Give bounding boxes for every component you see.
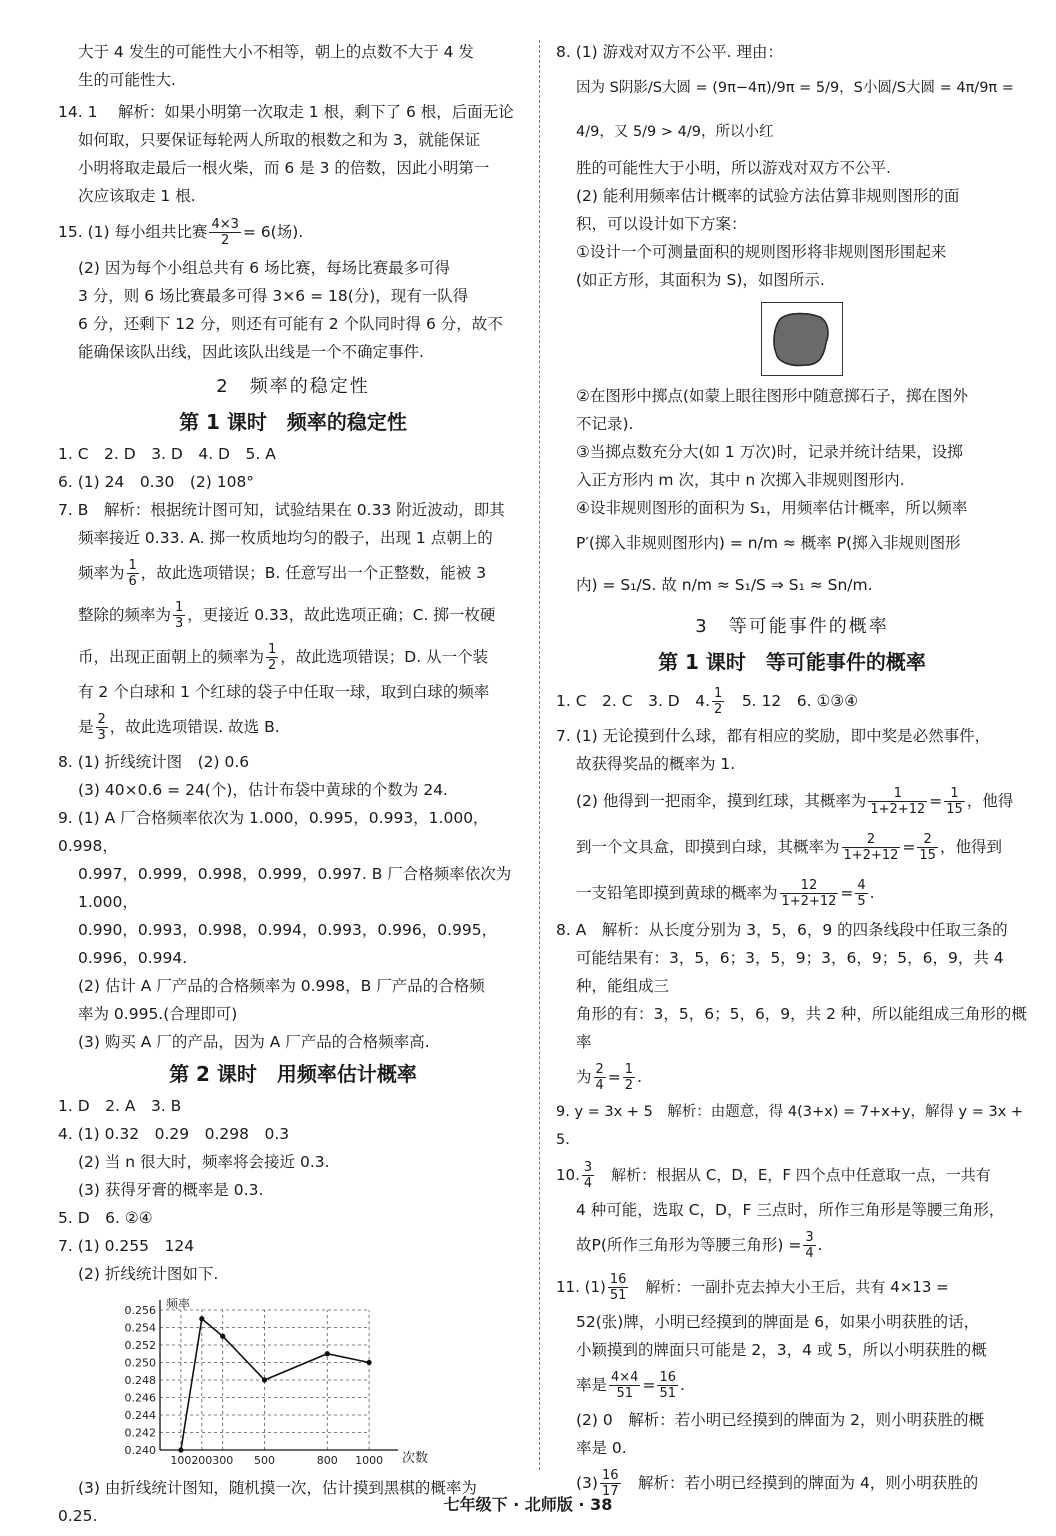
text: (2) 他得到一把雨伞，摸到红球，其概率为 bbox=[576, 792, 867, 810]
text-line: 积，可以设计如下方案： bbox=[576, 215, 747, 233]
lesson-heading: 第 2 课时 用频率估计概率 bbox=[169, 1062, 417, 1086]
text-line: 9. (1) A 厂合格频率依次为 1.000，0.995，0.993，1.000，0.998， bbox=[58, 809, 489, 855]
x-tick-label: 800 bbox=[316, 1454, 338, 1467]
text: (3) bbox=[576, 1474, 598, 1492]
numerator: 3 bbox=[805, 1230, 814, 1245]
text-line: 生的可能性大. bbox=[78, 71, 176, 89]
denominator: 3 bbox=[175, 616, 184, 631]
answer-14 bbox=[58, 98, 528, 210]
text: 解析：若小明已经摸到的牌面为 4，则小明获胜的 bbox=[622, 1474, 979, 1492]
text-line: P′(掷入非规则图形内) = n/m ≈ 概率 P(掷入非规则图形 bbox=[576, 534, 961, 552]
fraction bbox=[917, 832, 938, 863]
text-line: 小明将取走最后一根火柴，而 6 是 3 的倍数，因此小明第一 bbox=[78, 159, 490, 177]
text-line: (2) 因为每个小组总共有 6 场比赛，每场比赛最多可得 bbox=[78, 259, 451, 277]
text-line: 6. (1) 24 0.30 (2) 108° bbox=[58, 473, 255, 491]
text: 15. (1) 每小组共比赛 bbox=[58, 223, 208, 241]
x-tick-label: 500 bbox=[254, 1454, 276, 1467]
text-line bbox=[556, 1224, 1028, 1266]
text-line: (如正方形，其面积为 S)，如图所示. bbox=[576, 271, 825, 289]
lesson-heading: 第 1 课时 等可能事件的概率 bbox=[658, 650, 926, 674]
text: ，他得到 bbox=[939, 838, 1002, 856]
line-chart bbox=[98, 1290, 528, 1474]
text-line bbox=[58, 594, 528, 636]
fraction bbox=[842, 832, 901, 863]
lesson-heading: 第 1 课时 频率的稳定性 bbox=[179, 410, 407, 434]
y-tick-label: 0.252 bbox=[124, 1339, 156, 1352]
text-line: 频率接近 0.33. A. 掷一枚质地均匀的骰子，出现 1 点朝上的 bbox=[78, 529, 493, 547]
y-tick-label: 0.256 bbox=[124, 1304, 156, 1317]
text: 是 bbox=[78, 718, 94, 736]
text: ，故此选项错误. 故选 B. bbox=[109, 718, 280, 736]
fraction bbox=[803, 1230, 815, 1261]
line-chart-svg bbox=[98, 1290, 458, 1470]
answer-15-part1 bbox=[58, 210, 528, 254]
text-line: (2) 能利用频率估计概率的试验方法估算非规则图形的面 bbox=[576, 187, 960, 205]
text-line: 0.997，0.999，0.998，0.999，0.997. B 厂合格频率依次为 1.000， bbox=[78, 865, 512, 911]
denominator: 51 bbox=[609, 1288, 627, 1303]
right-column bbox=[556, 38, 1028, 1504]
text: 解析：一副扑克去掉大小王后，共有 4×13 = bbox=[630, 1278, 949, 1296]
text-line: (2) 0 解析：若小明已经摸到的牌面为 2，则小明获胜的概 bbox=[576, 1411, 985, 1429]
data-point bbox=[325, 1351, 330, 1356]
numerator: 16 bbox=[601, 1468, 619, 1483]
x-tick-label: 100 bbox=[170, 1454, 192, 1467]
text: ，故此选项错误；D. 从一个装 bbox=[280, 648, 489, 666]
fraction bbox=[608, 1272, 629, 1303]
x-tick-label: 300 bbox=[212, 1454, 234, 1467]
data-line bbox=[181, 1319, 369, 1450]
denominator: 2 bbox=[714, 702, 723, 717]
text: = 6(场). bbox=[242, 223, 304, 241]
text-line: 到一个文具盒，即摸到白球，其概率为 $\frac{2}{1+2+12}$ = $\frac{2}{15}$ ，他得到 bbox=[576, 832, 1002, 863]
text-line: 因为 S阴影/S大圆 = (9π−4π)/9π = 5/9，S小圆/S大圆 = 4π/9π = 4/9，又 5/9 > 4/9，所以小红 bbox=[576, 80, 1014, 140]
text: ，更接近 0.33，故此选项正确；C. 掷一枚硬 bbox=[187, 606, 496, 624]
text-line: (2) 当 n 很大时，频率将会接近 0.3. bbox=[78, 1153, 330, 1171]
text-line: 14. 1 解析：如果小明第一次取走 1 根，剩下了 6 根，后面无论 bbox=[58, 103, 514, 121]
text-line: 5. D 6. ②④ bbox=[58, 1209, 153, 1227]
text-line: 入正方形内 m 次，其中 n 次掷入非规则图形内. bbox=[576, 471, 905, 489]
text-line: 胜的可能性大于小明，所以游戏对双方不公平. bbox=[576, 159, 891, 177]
denominator: 2 bbox=[221, 233, 230, 248]
text-line: ④设非规则图形的面积为 S₁，用频率估计概率，所以频率 bbox=[576, 499, 968, 517]
denominator: 17 bbox=[601, 1484, 619, 1499]
text-line bbox=[556, 680, 1028, 722]
text-line: 一支铅笔即摸到黄球的概率为 $\frac{12}{1+2+12}$ = $\frac{4}{5}$ . bbox=[576, 878, 875, 909]
text-line: (3) 获得牙膏的概率是 0.3. bbox=[78, 1181, 264, 1199]
text: 一支铅笔即摸到黄球的概率为 bbox=[576, 884, 778, 902]
text-line: 52(张)牌，小明已经摸到的牌面是 6，如果小明获胜的话， bbox=[576, 1313, 980, 1331]
text: 到一个文具盒，即摸到白球，其概率为 bbox=[576, 838, 840, 856]
numerator: 16 bbox=[609, 1272, 627, 1287]
denominator: 4 bbox=[583, 1176, 593, 1191]
denominator: 1+2+12 bbox=[781, 894, 837, 909]
text-line bbox=[556, 1154, 1028, 1196]
text-line: 有 2 个白球和 1 个红球的袋子中任取一球，取到白球的频率 bbox=[78, 683, 490, 701]
text-line: (3) 购买 A 厂的产品，因为 A 厂产品的合格频率高. bbox=[78, 1033, 430, 1051]
y-tick-label: 0.254 bbox=[124, 1321, 156, 1335]
data-point bbox=[178, 1447, 183, 1452]
numerator: 1 bbox=[944, 786, 965, 802]
denominator: 3 bbox=[97, 728, 106, 743]
denominator: 1+2+12 bbox=[843, 848, 899, 863]
fraction bbox=[582, 1160, 594, 1191]
text-line: 1. C 2. D 3. D 4. D 5. A bbox=[58, 445, 276, 463]
numerator: 4×4 bbox=[611, 1370, 639, 1385]
text: ，故此选项错误；B. 任意写出一个正整数，能被 3 bbox=[140, 564, 487, 582]
denominator: 15 bbox=[919, 848, 936, 863]
numerator: 1 bbox=[268, 642, 277, 657]
text: 1. C 2. C 3. D 4. bbox=[556, 692, 711, 710]
data-point bbox=[366, 1360, 371, 1365]
text-line: 小颖摸到的牌面只可能是 2，3，4 或 5，所以小明获胜的概 bbox=[576, 1341, 987, 1359]
fraction bbox=[657, 1370, 678, 1401]
text-line: 率为 0.995.(合理即可) bbox=[78, 1005, 238, 1023]
numerator: 4×3 bbox=[211, 217, 239, 232]
text: 率是 bbox=[576, 1376, 608, 1394]
data-point bbox=[199, 1316, 204, 1321]
numerator: 1 bbox=[128, 558, 137, 573]
text-line: 率是 $\frac{4\times 4}{51}$ = $\frac{16}{51}$ . bbox=[576, 1370, 685, 1401]
column-divider bbox=[539, 40, 541, 1470]
fraction bbox=[712, 686, 724, 717]
fraction bbox=[855, 878, 867, 909]
numerator: 4 bbox=[857, 878, 866, 893]
text: 10. bbox=[556, 1166, 580, 1184]
left-column bbox=[58, 38, 528, 1530]
fraction bbox=[209, 217, 240, 248]
numerator: 1 bbox=[714, 686, 723, 701]
numerator: 16 bbox=[659, 1370, 676, 1385]
irregular-shape bbox=[762, 303, 842, 375]
text-line: 3 分，则 6 场比赛最多可得 3×6 = 18(分)，现有一队得 bbox=[78, 287, 469, 305]
text-line: 9. y = 3x + 5 解析：由题意，得 4(3+x) = 7+x+y，解得 y = 3x + 5. bbox=[556, 1104, 1024, 1148]
x-tick-label: 200 bbox=[191, 1454, 213, 1467]
text: . bbox=[869, 884, 875, 902]
y-tick-label: 0.244 bbox=[124, 1409, 156, 1422]
y-tick-label: 0.248 bbox=[124, 1374, 156, 1387]
text-line: 大于 4 发生的可能性大小不相等，朝上的点数不大于 4 发 bbox=[78, 43, 474, 61]
text: 币，出现正面朝上的频率为 bbox=[78, 648, 265, 666]
text-line: ②在图形中掷点(如蒙上眼往图形中随意掷石子，掷在图外 bbox=[576, 387, 968, 405]
text-line: 0.25. bbox=[58, 1507, 98, 1525]
denominator: 4 bbox=[805, 1246, 814, 1261]
text: 解析：根据从 C，D，E，F 四个点中任意取一点，一共有 bbox=[596, 1166, 991, 1184]
numerator: 2 bbox=[917, 832, 938, 848]
denominator: 2 bbox=[268, 658, 277, 673]
numerator: 2 bbox=[842, 832, 901, 848]
denominator: 15 bbox=[946, 802, 963, 817]
denominator: 4 bbox=[595, 1078, 604, 1093]
data-point bbox=[262, 1377, 267, 1382]
text-line: 7. (1) 0.255 124 bbox=[58, 1237, 195, 1255]
text-line: 为 $\frac{2}{4}$ = $\frac{1}{2}$ . bbox=[576, 1062, 643, 1093]
text-line: 7. B 解析：根据统计图可知，试验结果在 0.33 附近波动，即其 bbox=[58, 501, 505, 519]
fraction bbox=[266, 642, 278, 673]
numerator: 12 bbox=[780, 878, 839, 894]
section-heading: 3 等可能事件的概率 bbox=[695, 616, 889, 637]
text: 整除的频率为 bbox=[78, 606, 172, 624]
x-tick-label: 1000 bbox=[355, 1454, 384, 1467]
text-line: (3) 40×0.6 = 24(个)，估计布袋中黄球的个数为 24. bbox=[78, 781, 448, 799]
square-with-irregular-shape-figure bbox=[761, 302, 843, 376]
text: 为 bbox=[576, 1068, 592, 1086]
text-line: (2) 他得到一把雨伞，摸到红球，其概率为 $\frac{1}{1+2+12}$ = $\frac{1}{15}$ ，他得 bbox=[576, 786, 1014, 817]
numerator: 1 bbox=[624, 1062, 634, 1077]
numerator: 1 bbox=[868, 786, 927, 802]
denominator: 6 bbox=[128, 574, 137, 589]
text-line bbox=[58, 636, 528, 678]
denominator: 51 bbox=[659, 1386, 676, 1401]
y-axis-label: 频率 bbox=[166, 1297, 191, 1311]
text-line: (2) 折线统计图如下. bbox=[78, 1265, 219, 1283]
text-line: 如何取，只要保证每轮两人所取的根数之和为 3，就能保证 bbox=[78, 131, 481, 149]
text: ，他得 bbox=[966, 792, 1014, 810]
text: . bbox=[680, 1376, 685, 1394]
y-tick-label: 0.246 bbox=[124, 1391, 156, 1405]
text-line: 4 种可能，选取 C，D，F 三点时，所作三角形是等腰三角形， bbox=[576, 1201, 1005, 1219]
text-line: 内) = S₁/S. 故 n/m ≈ S₁/S ⇒ S₁ ≈ Sn/m. bbox=[576, 576, 873, 594]
y-tick-label: 0.242 bbox=[124, 1426, 156, 1440]
text: 频率为 bbox=[78, 564, 125, 582]
text-line: 不记录). bbox=[576, 415, 634, 433]
denominator: 5 bbox=[857, 894, 866, 909]
text-line: 可能结果有：3，5，6；3，5，9；3，6，9；5，6，9，共 4 种，能组成三 bbox=[576, 949, 1004, 995]
fraction bbox=[623, 1062, 635, 1093]
text-line bbox=[556, 1266, 1028, 1308]
text-line: 故获得奖品的概率为 1. bbox=[576, 755, 736, 773]
fraction bbox=[594, 1062, 606, 1093]
numerator: 2 bbox=[97, 712, 106, 727]
page-footer: 七年级下 · 北师版 · 38 bbox=[443, 1495, 613, 1514]
text-line: (2) 估计 A 厂产品的合格频率为 0.998，B 厂产品的合格频 bbox=[78, 977, 485, 995]
text-line: 角形的有：3，5，6；5，6，9，共 2 种，所以能组成三角形的概率 bbox=[576, 1005, 1027, 1051]
y-tick-label: 0.240 bbox=[124, 1444, 156, 1457]
answer-15-part2 bbox=[58, 254, 528, 366]
fraction bbox=[868, 786, 927, 817]
text: . bbox=[637, 1068, 643, 1086]
text-line: ①设计一个可测量面积的规则图形将非规则图形围起来 bbox=[576, 243, 947, 261]
text: 故P(所作三角形为等腰三角形) = bbox=[576, 1236, 802, 1254]
x-axis-label: 次数 bbox=[402, 1451, 429, 1466]
text-line: 8. (1) 折线统计图 (2) 0.6 bbox=[58, 753, 250, 771]
text-line: 率是 0. bbox=[576, 1439, 627, 1457]
fraction bbox=[609, 1370, 640, 1401]
denominator: 51 bbox=[616, 1386, 633, 1401]
text: 5. 12 6. ①③④ bbox=[726, 692, 859, 710]
text-line: 0.990，0.993，0.998，0.994，0.993，0.996，0.995，0.996，0.994. bbox=[78, 921, 498, 967]
text-line: 1. D 2. A 3. B bbox=[58, 1097, 182, 1115]
text-line: 8. (1) 游戏对双方不公平. 理由： bbox=[556, 43, 783, 61]
text-line: 6 分，还剩下 12 分，则还有可能有 2 个队同时得 6 分，故不 bbox=[78, 315, 503, 333]
text-line bbox=[58, 706, 528, 748]
numerator: 1 bbox=[175, 600, 184, 615]
text: 11. (1) bbox=[556, 1278, 606, 1296]
denominator: 1+2+12 bbox=[870, 802, 926, 817]
fraction bbox=[127, 558, 139, 589]
fraction bbox=[96, 712, 108, 743]
text-line: ③当掷点数充分大(如 1 万次)时，记录并统计结果，设掷 bbox=[576, 443, 963, 461]
section-heading: 2 频率的稳定性 bbox=[216, 376, 370, 397]
data-point bbox=[220, 1334, 225, 1339]
fraction bbox=[173, 600, 185, 631]
fraction bbox=[944, 786, 965, 817]
text-line: (3) 由折线统计图知，随机摸一次，估计摸到黑棋的概率为 bbox=[78, 1479, 477, 1497]
denominator: 2 bbox=[624, 1078, 634, 1093]
y-tick-label: 0.250 bbox=[124, 1356, 156, 1370]
text-line: 能确保该队出线，因此该队出线是一个不确定事件. bbox=[78, 343, 424, 361]
text-line: 次应该取走 1 根. bbox=[78, 187, 196, 205]
numerator: 3 bbox=[583, 1160, 593, 1175]
text-line: 7. (1) 无论摸到什么球，都有相应的奖励，即中奖是必然事件， bbox=[556, 727, 991, 745]
text-line bbox=[58, 552, 528, 594]
text-line: 4. (1) 0.32 0.29 0.298 0.3 bbox=[58, 1125, 290, 1143]
text-line: 8. A 解析：从长度分别为 3，5，6，9 的四条线段中任取三条的 bbox=[556, 921, 1008, 939]
text: . bbox=[817, 1236, 823, 1254]
numerator: 2 bbox=[595, 1062, 604, 1077]
fraction bbox=[780, 878, 839, 909]
